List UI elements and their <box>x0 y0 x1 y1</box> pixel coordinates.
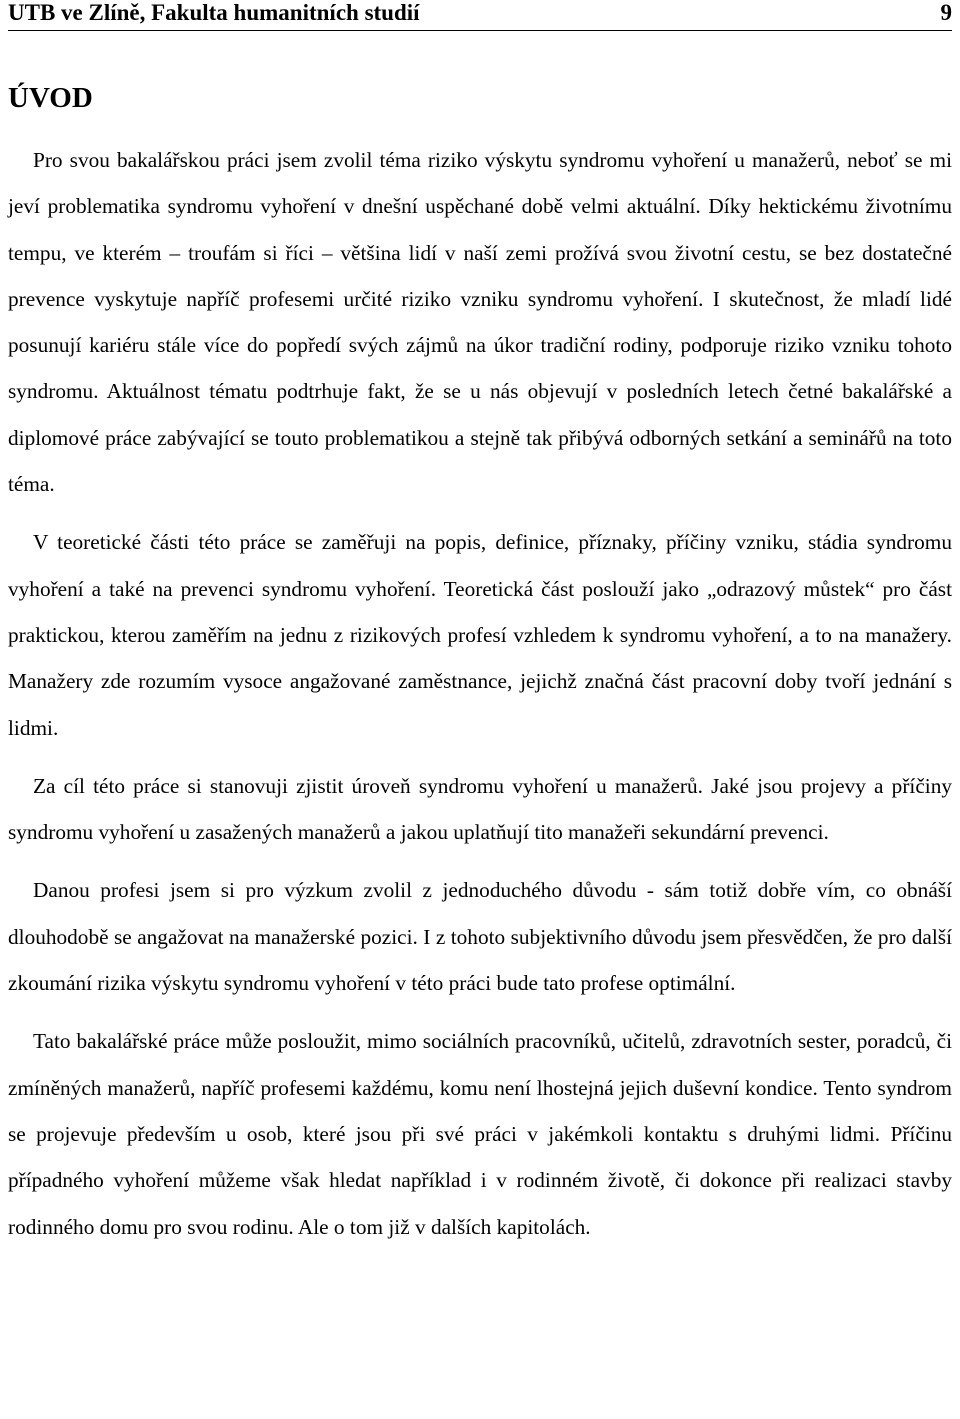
paragraph-audience: Tato bakalářské práce může posloužit, mimo sociálních pracovníků, učitelů, zdravotních sester, poradců, či zmíněných manažerů, napříč profesemi každému, komu není lhostejná jejich duševní kondice. Tento syndrom se projevuje především u osob, které jsou při své práci v jakémkoli kontaktu s druhými lidmi. Příčinu případného vyhoření můžeme však hledat například i v rodinném životě, či dokonce při realizaci stavby rodinného domu pro svou rodinu. Ale o tom již v dalších kapitolách. <box>8 1029 952 1239</box>
paragraph-profession-choice: Danou profesi jsem si pro výzkum zvolil z jednoduchého důvodu - sám totiž dobře vím, co obnáší dlouhodobě se angažovat na manažerské pozici. I z tohoto subjektivního důvodu jsem přesvědčen, že pro další zkoumání rizika výskytu syndromu vyhoření v této práci bude tato profese optimální. <box>8 878 952 996</box>
header-title: UTB ve Zlíně, Fakulta humanitních studií <box>8 0 420 25</box>
running-header <box>8 0 952 31</box>
chapter-heading: ÚVOD <box>8 82 93 114</box>
paragraph-topic-choice: Pro svou bakalářskou práci jsem zvolil téma riziko výskytu syndromu vyhoření u manažerů, neboť se mi jeví problematika syndromu vyhoření v dnešní uspěchané době velmi aktuální. Díky hektickému životnímu tempu, ve kterém – troufám si říci – většina lidí v naší zemi prožívá svou životní cestu, se bez dostatečné prevence vyskytuje napříč profesemi určité riziko vzniku syndromu vyhoření. I skutečnost, že mladí lidé posunují kariéru stále více do popředí svých zájmů na úkor tradiční rodiny, podporuje riziko vzniku tohoto syndromu. Aktuálnost tématu podtrhuje fakt, že se u nás objevují v posledních letech četné bakalářské a diplomové práce zabývající se touto problematikou a stejně tak přibývá odborných setkání a seminářů na toto téma. <box>8 148 952 497</box>
paragraph-theoretical-part: V teoretické části této práce se zaměřuji na popis, definice, příznaky, příčiny vzniku, stádia syndromu vyhoření a také na prevenci syndromu vyhoření. Teoretická část poslouží jako „odrazový můstek“ pro část praktickou, kterou zaměřím na jednu z rizikových profesí vzhledem k syndromu vyhoření, a to na manažery. Manažery zde rozumím vysoce angažované zaměstnance, jejichž značná část pracovní doby tvoří jednání s lidmi. <box>8 530 952 740</box>
paragraph-goal: Za cíl této práce si stanovuji zjistit úroveň syndromu vyhoření u manažerů. Jaké jsou projevy a příčiny syndromu vyhoření u zasažených manažerů a jakou uplatňují tito manažeři sekundární prevenci. <box>8 773 952 845</box>
body-text <box>8 137 952 1250</box>
page-number: 9 <box>940 0 952 25</box>
